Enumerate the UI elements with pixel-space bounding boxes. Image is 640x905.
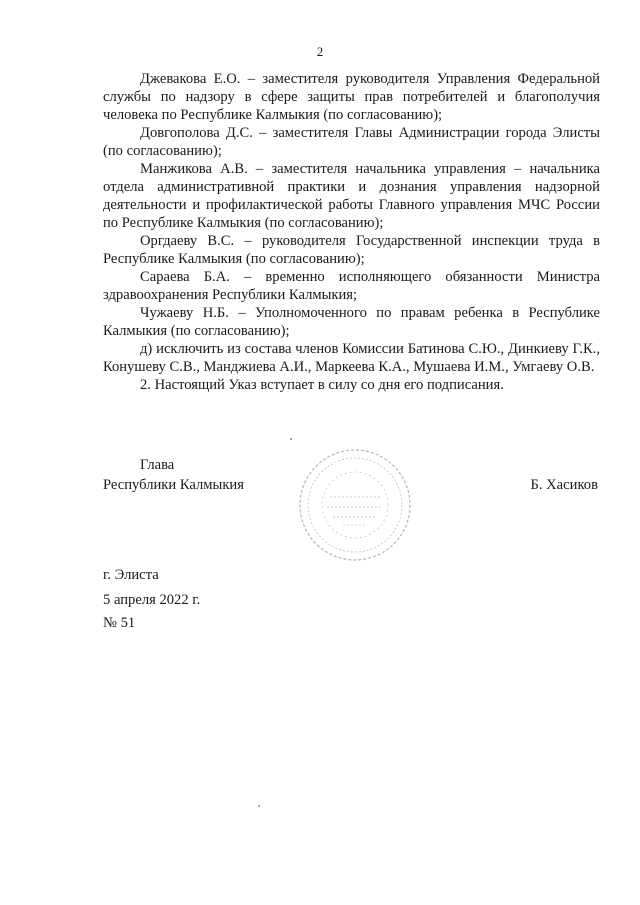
signing-city: г. Элиста [103,567,159,583]
signatory-title [103,455,244,495]
document-body [103,70,600,394]
paragraph-dovgopolova: Довгополова Д.С. – заместителя Главы Администрации города Элисты (по согласованию); [103,125,600,159]
signing-date: 5 апреля 2022 г. [103,592,201,608]
paragraph-orgdaeva: Оргдаеву В.С. – руководителя Государственной инспекции труда в Республике Калмыкия (по согласованию); [103,233,600,267]
scan-speck [258,805,260,807]
page-number: 2 [316,44,324,59]
official-seal-stamp [295,445,415,565]
signatory-name: Б. Хасиков [530,477,598,493]
paragraph-chuzhaeva: Чужаеву Н.Б. – Уполномоченного по правам ребенка в Республике Калмыкия (по согласованию); [103,305,600,339]
paragraph-manzhikova: Манжикова А.В. – заместителя начальника управления – начальника отдела административной практики и дознания управления надзорной деятельности и профилактической работы Главного управления МЧС России по Республике Калмыкия (по согласованию); [103,161,600,231]
decree-number: № 51 [103,615,136,631]
paragraph-dzhevakova: Джевакова Е.О. – заместителя руководителя Управления Федеральной службы по надзору в сфере защиты прав потребителей и благополучия человека по Республике Калмыкия (по согласованию); [103,71,600,123]
signatory-title-line1: Глава [140,457,175,473]
signatory-title-line2: Республики Калмыкия [103,477,244,493]
paragraph-saraeva: Сараева Б.А. – временно исполняющего обязанности Министра здравоохранения Республики Калмыкия; [103,269,600,303]
paragraph-exclude-members: д) исключить из состава членов Комиссии Батинова С.Ю., Динкиеву Г.К., Конушеву С.В., Манджиева А.И., Маркеева К.А., Мушаева И.М., Умгаеву О.В. [103,341,600,375]
scan-speck [290,438,292,440]
paragraph-effective-date: 2. Настоящий Указ вступает в силу со дня его подписания. [140,377,504,393]
